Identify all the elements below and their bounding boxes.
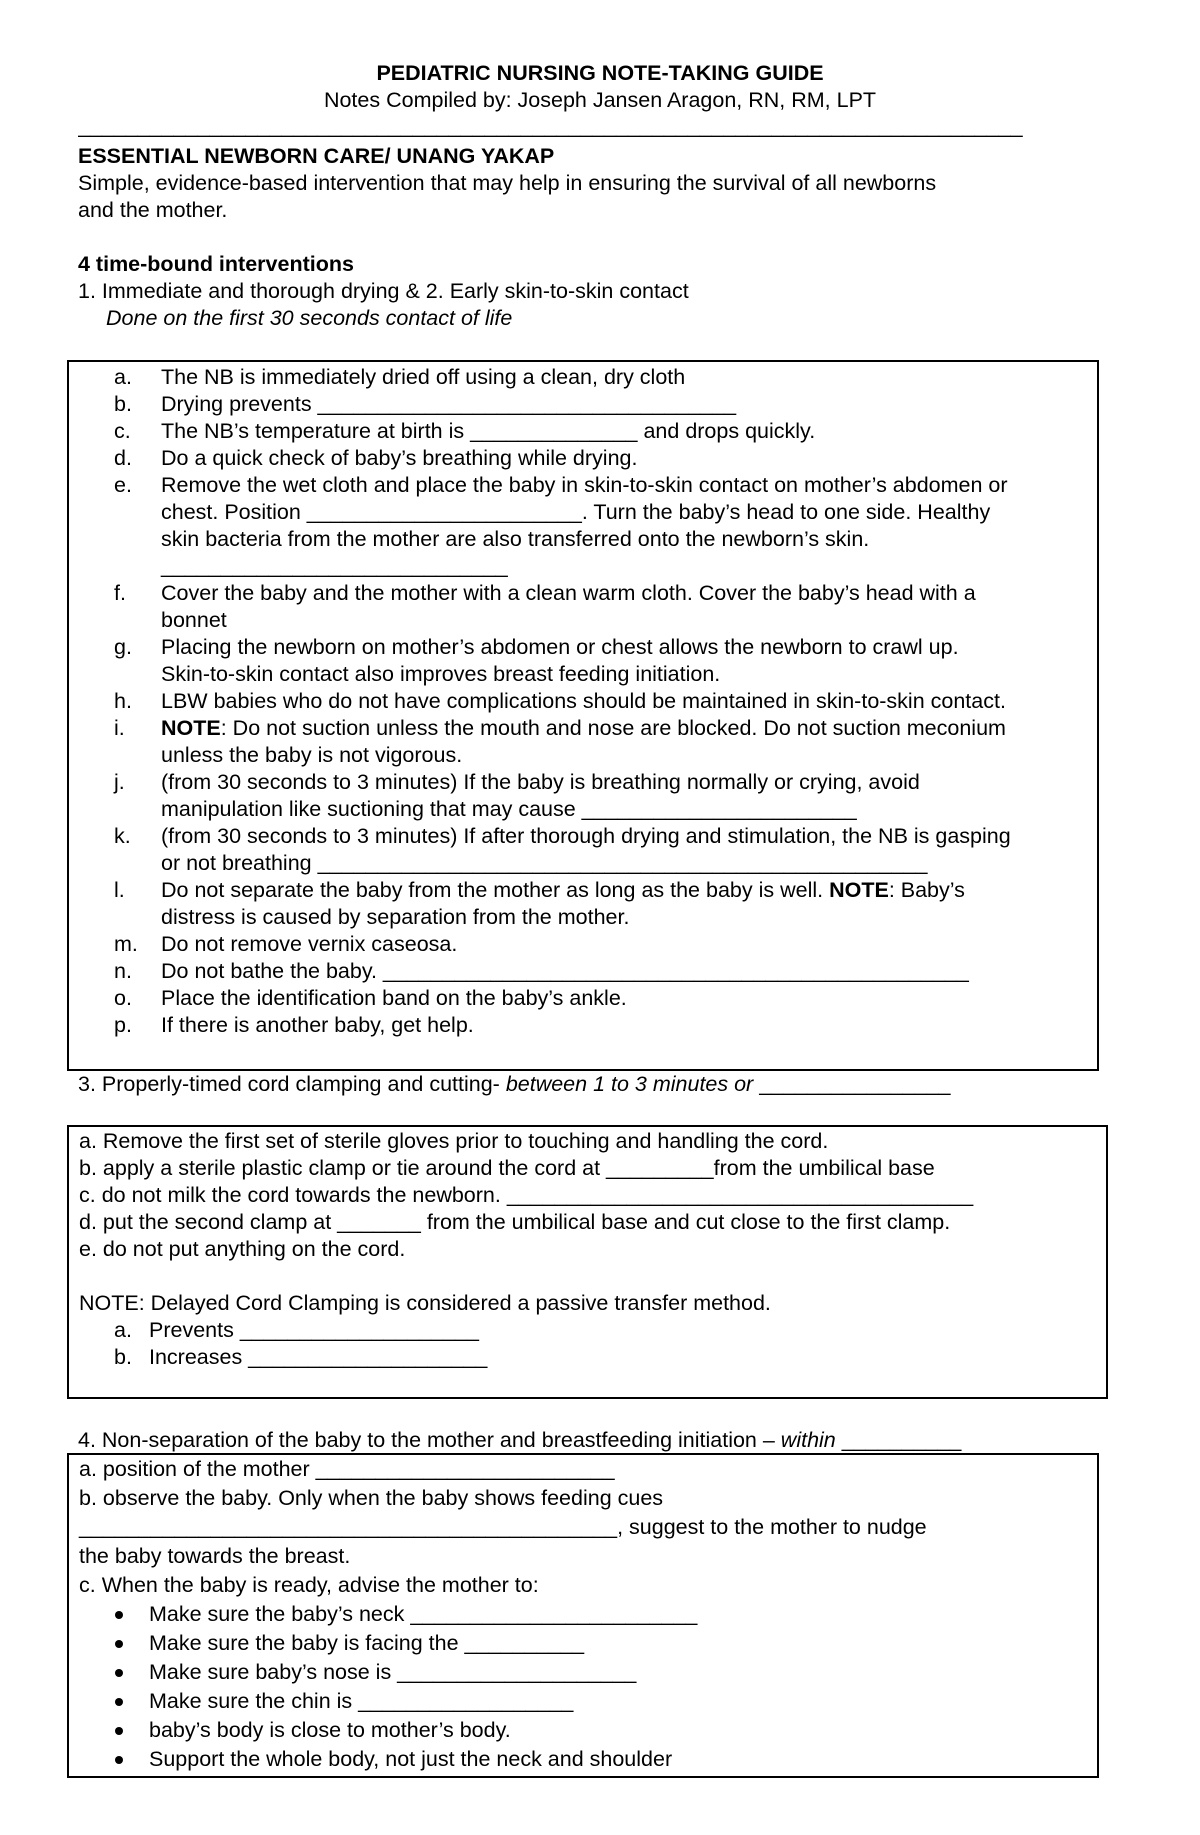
section-description-line-2: and the mother. <box>78 198 228 222</box>
list-item: a. The NB is immediately dried off using a clean, dry cloth <box>114 365 686 389</box>
list-item: d. Do a quick check of baby’s breathing while drying. <box>114 446 638 470</box>
list-item-continuation: distress is caused by separation from the mother. <box>161 905 630 929</box>
breastfeeding-box <box>67 1453 1099 1778</box>
bullet-icon <box>115 1698 123 1706</box>
list-item: k. (from 30 seconds to 3 minutes) If after thorough drying and stimulation, the NB is gasping <box>114 824 1011 848</box>
intervention-3-title: 3. Properly-timed cord clamping and cutting- between 1 to 3 minutes or ________________ <box>78 1072 951 1096</box>
list-item: a. Remove the first set of sterile gloves prior to touching and handling the cord. <box>79 1129 829 1153</box>
list-item-continuation: manipulation like suctioning that may cause _______________________ <box>161 797 857 821</box>
list-item: a. Prevents ____________________ <box>114 1318 479 1342</box>
bullet-icon <box>115 1611 123 1619</box>
delayed-clamping-note: NOTE: Delayed Cord Clamping is considered a passive transfer method. <box>79 1291 771 1315</box>
cord-clamping-box <box>67 1125 1108 1399</box>
intervention-4-title: 4. Non-separation of the baby to the mother and breastfeeding initiation – within __________ <box>78 1428 962 1452</box>
list-item: b. Increases ____________________ <box>114 1345 488 1369</box>
list-item: o. Place the identification band on the baby’s ankle. <box>114 986 627 1010</box>
list-item: g. Placing the newborn on mother’s abdomen or chest allows the newborn to crawl up. <box>114 635 959 659</box>
intervention-1-note: Done on the first 30 seconds contact of life <box>106 306 513 330</box>
document-header <box>0 60 1200 114</box>
list-item-continuation: chest. Position _______________________. Turn the baby’s head to one side. Healthy <box>161 500 991 524</box>
bullet-item: Make sure the baby is facing the __________ <box>79 1629 1094 1658</box>
list-item: j. (from 30 seconds to 3 minutes) If the baby is breathing normally or crying, avoid <box>114 770 920 794</box>
document-subtitle: Notes Compiled by: Joseph Jansen Aragon, RN, RM, LPT <box>323 88 877 112</box>
bullet-item: Make sure the chin is __________________ <box>79 1687 1094 1716</box>
list-item: b. apply a sterile plastic clamp or tie around the cord at _________from the umbilical base <box>79 1156 935 1180</box>
list-item: h. LBW babies who do not have complications should be maintained in skin-to-skin contact. <box>114 689 1006 713</box>
list-item: n. Do not bathe the baby. _________________________________________________ <box>114 959 969 983</box>
note-label: NOTE <box>829 878 889 902</box>
list-item: b. Drying prevents ___________________________________ <box>114 392 737 416</box>
bullet-icon <box>115 1640 123 1648</box>
bullet-icon <box>115 1756 123 1764</box>
list-item: e. Remove the wet cloth and place the baby in skin-to-skin contact on mother’s abdomen or <box>114 473 1008 497</box>
section-description-line-1: Simple, evidence-based intervention that may help in ensuring the survival of all newborns <box>78 171 937 195</box>
list-item: c. do not milk the cord towards the newborn. _______________________________________ <box>79 1183 974 1207</box>
list-item: e. do not put anything on the cord. <box>79 1237 406 1261</box>
bullet-item: Support the whole body, not just the neck and shoulder <box>79 1745 1094 1774</box>
section-heading: ESSENTIAL NEWBORN CARE/ UNANG YAKAP <box>78 144 555 168</box>
drying-skin-contact-box <box>67 360 1099 1071</box>
bullet-item: Make sure the baby’s neck ________________________ <box>79 1600 1094 1629</box>
list-item: b. observe the baby. Only when the baby shows feeding cues <box>79 1486 664 1510</box>
list-item: p. If there is another baby, get help. <box>114 1013 474 1037</box>
list-item-continuation: Skin-to-skin contact also improves breast feeding initiation. <box>161 662 721 686</box>
document-title: PEDIATRIC NURSING NOTE-TAKING GUIDE <box>376 61 824 85</box>
list-item: a. position of the mother _________________________ <box>79 1457 615 1481</box>
list-item-continuation: bonnet <box>161 608 227 632</box>
list-item-continuation: or not breathing ___________________________________________________ <box>161 851 928 875</box>
list-item-continuation: the baby towards the breast. <box>79 1544 351 1568</box>
bullet-item: Make sure baby’s nose is ____________________ <box>79 1658 1094 1687</box>
list-item: f. Cover the baby and the mother with a clean warm cloth. Cover the baby’s head with a <box>114 581 976 605</box>
bullet-icon <box>115 1727 123 1735</box>
intervention-1-title: 1. Immediate and thorough drying & 2. Early skin-to-skin contact <box>78 279 689 303</box>
section-intro <box>78 143 1078 332</box>
list-item-continuation: _____________________________________________, suggest to the mother to nudge <box>79 1515 927 1539</box>
list-item: c. The NB’s temperature at birth is ______________ and drops quickly. <box>114 419 816 443</box>
bullet-item: baby’s body is close to mother’s body. <box>79 1716 1094 1745</box>
list-item: m. Do not remove vernix caseosa. <box>114 932 458 956</box>
list-item-continuation: _____________________________ <box>161 554 508 578</box>
list-item-continuation: skin bacteria from the mother are also transferred onto the newborn’s skin. <box>161 527 870 551</box>
list-item: i. NOTE: Do not suction unless the mouth and nose are blocked. Do not suction meconium <box>114 716 1006 740</box>
header-rule: _______________________________________________________________________________ <box>78 114 1023 138</box>
list-item: d. put the second clamp at _______ from the umbilical base and cut close to the first clamp. <box>79 1210 951 1234</box>
list-item-continuation: unless the baby is not vigorous. <box>161 743 463 767</box>
list-item: c. When the baby is ready, advise the mother to: <box>79 1573 539 1597</box>
interventions-heading: 4 time-bound interventions <box>78 252 354 276</box>
note-label: NOTE <box>161 716 221 740</box>
list-item: l. Do not separate the baby from the mother as long as the baby is well. NOTE: Baby’s <box>114 878 965 902</box>
bullet-icon <box>115 1669 123 1677</box>
